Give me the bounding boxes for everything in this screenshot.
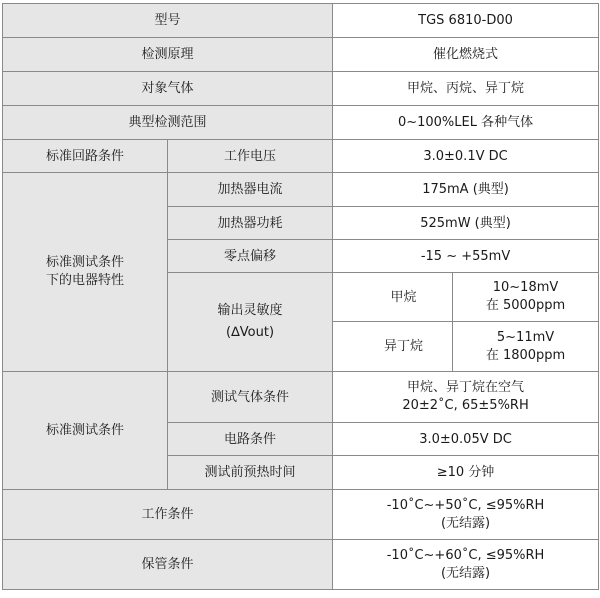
offset-value: -15 ~ +55mV <box>333 240 599 273</box>
test-group-label: 标准测试条件 <box>3 372 168 490</box>
heater-current-label: 加热器电流 <box>168 173 333 207</box>
gas-cond-label: 测试气体条件 <box>168 372 333 423</box>
isobutane-gas-label: 异丁烷 <box>333 322 453 372</box>
voltage-value: 3.0±0.1V DC <box>333 140 599 173</box>
circuit-cond-value: 3.0±0.05V DC <box>333 423 599 456</box>
model-label: 型号 <box>3 4 333 38</box>
heater-current-value: 175mA (典型) <box>333 173 599 207</box>
operating-value-line1: -10˚C~+50˚C, ≤95%RH <box>386 497 545 513</box>
isobutane-value <box>453 322 599 372</box>
gas-cond-value <box>333 372 599 423</box>
model-value: TGS 6810-D00 <box>333 4 599 38</box>
sensitivity-label-line2: (∆Vout) <box>226 325 275 340</box>
storage-label: 保管条件 <box>3 540 333 590</box>
circuit-cond-label: 电路条件 <box>168 423 333 456</box>
heater-power-value: 525mW (典型) <box>333 207 599 240</box>
table-row <box>3 38 599 72</box>
table-row <box>3 372 599 423</box>
storage-value <box>333 540 599 590</box>
methane-value-line1: 10~18mV <box>492 280 559 295</box>
spec-table <box>2 3 599 590</box>
table-row <box>3 72 599 106</box>
operating-value-line2: (无结露) <box>440 515 491 531</box>
principle-label: 检测原理 <box>3 38 333 72</box>
electrical-group-line1: 标准测试条件 <box>45 255 124 270</box>
sensitivity-label-line1: 输出灵敏度 <box>217 303 283 318</box>
electrical-group-label <box>3 173 168 372</box>
principle-value: 催化燃烧式 <box>333 38 599 72</box>
preheat-value: ≥10 分钟 <box>333 456 599 490</box>
methane-gas-label: 甲烷 <box>333 273 453 322</box>
table-row <box>3 490 599 540</box>
operating-label: 工作条件 <box>3 490 333 540</box>
table-row <box>3 4 599 38</box>
preheat-label: 测试前预热时间 <box>168 456 333 490</box>
circuit-group-label: 标准回路条件 <box>3 140 168 173</box>
methane-value-line2: 在 5000ppm <box>485 298 566 313</box>
storage-value-line1: -10˚C~+60˚C, ≤95%RH <box>386 547 545 563</box>
voltage-label: 工作电压 <box>168 140 333 173</box>
electrical-group-line2: 下的电器特性 <box>45 273 124 288</box>
target-gas-label: 对象气体 <box>3 72 333 106</box>
storage-value-line2: (无结露) <box>440 565 491 581</box>
range-label: 典型检测范围 <box>3 106 333 140</box>
heater-power-label: 加热器功耗 <box>168 207 333 240</box>
table-row <box>3 140 599 173</box>
target-gas-value: 甲烷、丙烷、异丁烷 <box>333 72 599 106</box>
gas-cond-value-line2: 20±2˚C, 65±5%RH <box>402 398 529 413</box>
gas-cond-value-line1: 甲烷、异丁烷在空气 <box>407 380 525 395</box>
isobutane-value-line2: 在 1800ppm <box>485 347 566 363</box>
isobutane-value-line1: 5~11mV <box>496 329 555 345</box>
offset-label: 零点偏移 <box>168 240 333 273</box>
range-value: 0~100%LEL 各种气体 <box>333 106 599 140</box>
operating-value <box>333 490 599 540</box>
table-row <box>3 540 599 590</box>
table-row <box>3 106 599 140</box>
sensitivity-label <box>168 273 333 372</box>
table-row <box>3 173 599 207</box>
methane-value <box>453 273 599 322</box>
